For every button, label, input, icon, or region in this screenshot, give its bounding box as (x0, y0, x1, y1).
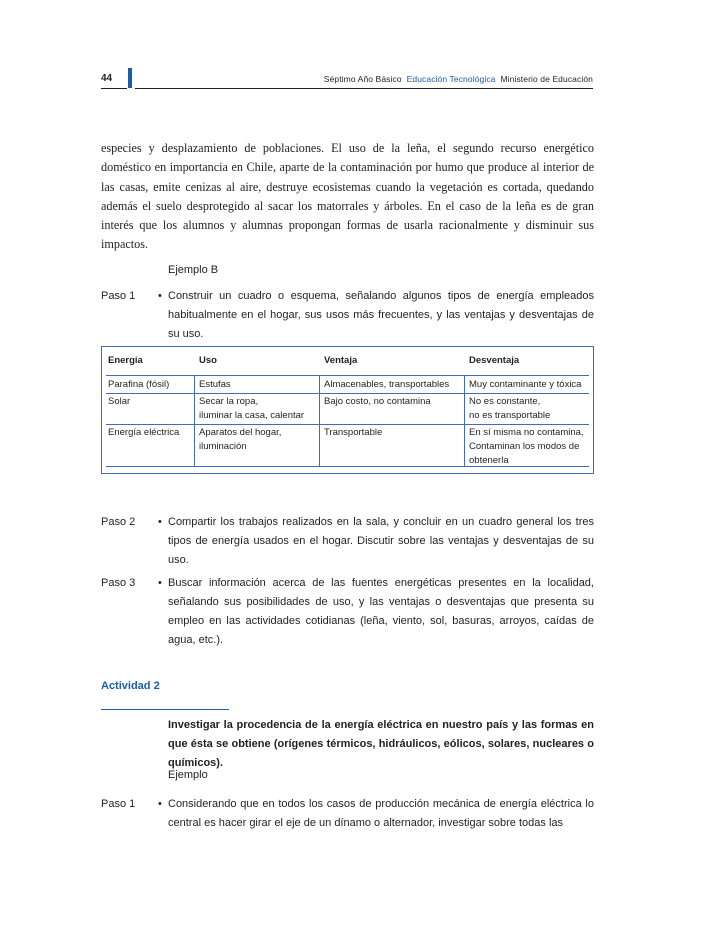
bullet: • (158, 290, 162, 302)
example-b-step-2 (101, 513, 594, 566)
energy-table (101, 346, 594, 474)
table-cell: Estufas (199, 379, 231, 390)
activity-title: Actividad 2 (101, 680, 160, 692)
table-rule (106, 375, 589, 376)
step-label: Paso 2 (101, 516, 136, 528)
table-header-energia: Energía (108, 355, 143, 366)
step-text: Compartir los trabajos realizados en la sala, y concluir en un cuadro general los tres tipos de energía usados en el hogar. Discutir sobre las ventajas y desventajas de su uso. (168, 516, 594, 566)
table-rule (106, 393, 589, 394)
table-cell: Transportable (324, 427, 383, 438)
table-rule (106, 424, 589, 425)
table-header-desventaja: Desventaja (469, 355, 520, 366)
table-cell: No es constante, no es transportable (469, 396, 551, 421)
table-cell: En sí misma no contamina, Contaminan los modos de obtenerla (469, 427, 584, 466)
example-b-step-3 (101, 574, 594, 646)
example-b-step-1 (101, 287, 594, 340)
table-cell: Muy contaminante y tóxica (469, 379, 582, 390)
header-rule-right (135, 88, 593, 89)
bullet: • (158, 577, 162, 589)
activity-step-1 (101, 795, 594, 835)
activity-example-title: Ejemplo (168, 769, 208, 781)
header-subject: Educación Tecnológica (406, 74, 496, 84)
header-grade: Séptimo Año Básico (323, 74, 402, 84)
activity-rule (101, 709, 229, 710)
table-column-divider (464, 375, 465, 466)
bullet: • (158, 798, 162, 810)
step-text: Considerando que en todos los casos de producción mecánica de energía eléctrica lo central es hacer girar el eje de un dínamo o alternador, investigar sobre todas las (168, 798, 594, 829)
step-label: Paso 1 (101, 290, 136, 302)
step-label: Paso 1 (101, 798, 136, 810)
example-b-title: Ejemplo B (168, 264, 219, 276)
table-cell: Energía eléctrica (108, 427, 180, 438)
table-column-divider (194, 375, 195, 466)
step-text: Buscar información acerca de las fuentes energéticas presentes en la localidad, señalando sus posibilidades de uso, y las ventajas o desventajas que presenta su empleo en las actividades cotidianas (leña, viento, sol, basuras, arroyos, caídas de agua, etc.). (168, 577, 594, 646)
bullet: • (158, 516, 162, 528)
table-cell: Bajo costo, no contamina (324, 396, 431, 407)
table-header-uso: Uso (199, 355, 217, 366)
header-accent-bar (128, 68, 132, 88)
activity-description: Investigar la procedencia de la energía eléctrica en nuestro país y las formas en que ésta se obtiene (orígenes térmicos, hidráulicos, eólicos, solares, nucleares o químicos). (168, 719, 594, 769)
table-cell: Secar la ropa, iluminar la casa, calentar (199, 396, 305, 421)
step-label: Paso 3 (101, 577, 136, 589)
page-number: 44 (101, 73, 113, 84)
table-cell: Almacenables, transportables (324, 379, 450, 390)
table-cell: Parafina (fósil) (108, 379, 170, 390)
table-column-divider (319, 375, 320, 466)
intro-paragraph: especies y desplazamiento de poblaciones. El uso de la leña, el segundo recurso energético doméstico en importancia en Chile, aparte de la contaminación por humo que produce al interior de las casas, emite cenizas al aire, destruye ecosistemas cuando la vegetación es cortada, quedando además el suelo desprotegido al sacar los matorrales y árboles. En el caso de la leña es de gran interés que los alumnos y alumnas propongan formas de usarla racionalmente y disminuir sus impactos. (101, 141, 594, 252)
header-rule-left (101, 88, 127, 89)
table-cell: Aparatos del hogar, iluminación (199, 427, 282, 452)
running-header (324, 74, 593, 84)
step-text: Construir un cuadro o esquema, señalando algunos tipos de energía empleados habitualmente en el hogar, sus usos más frecuentes, y las ventajas y desventajas de su uso. (168, 290, 594, 340)
table-header-ventaja: Ventaja (324, 355, 358, 366)
table-cell: Solar (108, 396, 131, 407)
header-ministry: Ministerio de Educación (500, 74, 593, 84)
